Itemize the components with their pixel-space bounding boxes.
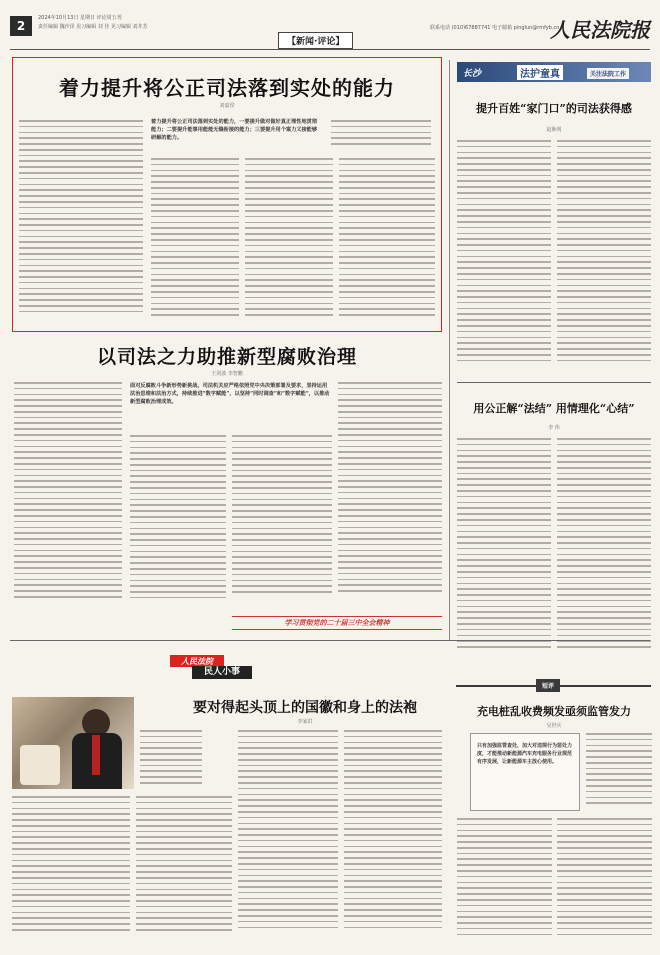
feature-body-caption (140, 730, 202, 790)
sidebar-divider (457, 382, 651, 383)
lead-article-body-intro (331, 120, 431, 150)
lead-article-body-col2 (151, 158, 239, 325)
comment-body-col1 (586, 733, 652, 813)
column-subtitle: 关注法院工作 (587, 68, 629, 79)
feature-banner-bottom: 民人小事 (192, 666, 252, 679)
sidebar-article-body-col2 (557, 140, 651, 375)
second-article-summary: 面对反腐败斗争新形势新挑战，司法机关应严格依照党中央决策部署及要求，坚持运用法治思维和法治方式，持续推进“数字赋能”，以坚持“同时调查”和“数字赋能”，以推动新型腐败治理成效。 (130, 383, 330, 405)
section-label: 【新闻·评论】 (278, 32, 353, 49)
fold-divider (10, 640, 650, 641)
second-article-byline: 王剑波 李智鹏 (211, 371, 243, 377)
sidebar-article-title[interactable]: 提升百姓“家门口”的司法获得感 (476, 102, 632, 115)
lead-article-byline: 刘嘉滢 (219, 103, 235, 109)
feature-body-col1 (12, 796, 130, 946)
page-number: 2 (10, 16, 32, 36)
lead-article-summary: 着力提升将公正司法落到实处的能力，一要提升做对做好真正理性地贯彻能力；二要提升能事用能能无缝衔接的能力；三要提升用个案力又接能够研解的能力。 (151, 119, 318, 141)
second-article-body-col3 (232, 435, 332, 610)
lead-article-title: 着力提升将公正司法落到实处的能力 (59, 76, 395, 100)
column-tag: 长沙 (463, 69, 482, 79)
lead-article-body-col3 (245, 158, 333, 325)
feature-body-col2 (136, 796, 232, 946)
comment-banner (456, 679, 651, 693)
motto-banner: 学习贯彻党的二十届三中全会精神 (232, 616, 442, 630)
comment-byline: 吴世兵 (546, 723, 562, 729)
comment-title[interactable]: 充电桩乱收费频发亟须监管发力 (477, 705, 631, 718)
sidebar-article2-title[interactable]: 用公正解“法结” 用情理化“心结” (473, 402, 635, 415)
feature-title[interactable]: 要对得起头顶上的国徽和身上的法袍 (193, 700, 417, 716)
second-article-body-col2 (130, 435, 226, 615)
masthead-logo: 人民法院报 (550, 18, 650, 42)
feature-body-col3 (238, 730, 338, 946)
editor-line: 责任编辑 魏沙泽 见习编辑 刘 佳 见习编辑 刘井芳 (38, 24, 148, 30)
feature-banner (170, 655, 280, 679)
lead-article-body-col4 (339, 158, 435, 325)
issue-meta (38, 14, 258, 32)
column-divider (449, 60, 450, 640)
sidebar-article2-body-col1 (457, 438, 551, 663)
comment-body-col2 (457, 818, 552, 946)
lead-article[interactable] (12, 57, 442, 332)
sidebar-article2-byline: 李 伟 (548, 425, 560, 431)
sidebar-article2-body-col2 (557, 438, 651, 663)
column-name: 法护童真 (517, 65, 563, 80)
comment-tag: 短评 (536, 679, 560, 692)
issue-date: 2024年10月13日 星期日 评论周五刊 (38, 15, 122, 21)
second-article-body-col4 (338, 382, 442, 610)
second-article-body-col1 (14, 382, 122, 614)
sidebar-article-body-col1 (457, 140, 551, 375)
feature-photo (12, 697, 134, 789)
feature-body-col4 (344, 730, 442, 946)
feature-byline: 李家洪 (297, 719, 313, 725)
comment-quote-text: 只有加强监管查处，加大对违规行为惩处力度，才能推动新能源汽车充电服务行业规范有序发展，让新能源车主放心使用。 (477, 743, 573, 765)
column-banner (457, 62, 651, 82)
comment-body-col3 (557, 818, 652, 946)
page-header (10, 6, 650, 50)
contact-info: 联系电话 (010)67887741 电子邮箱 pinglun@rmfyb.cn (430, 25, 560, 31)
sidebar-article-byline: 赵耿明 (546, 127, 562, 133)
feature-banner-top: 人民法院 (170, 655, 224, 667)
comment-pull-quote (470, 733, 580, 811)
lead-article-body-col1 (19, 120, 143, 325)
second-article-title[interactable]: 以司法之力助推新型腐败治理 (96, 346, 357, 368)
